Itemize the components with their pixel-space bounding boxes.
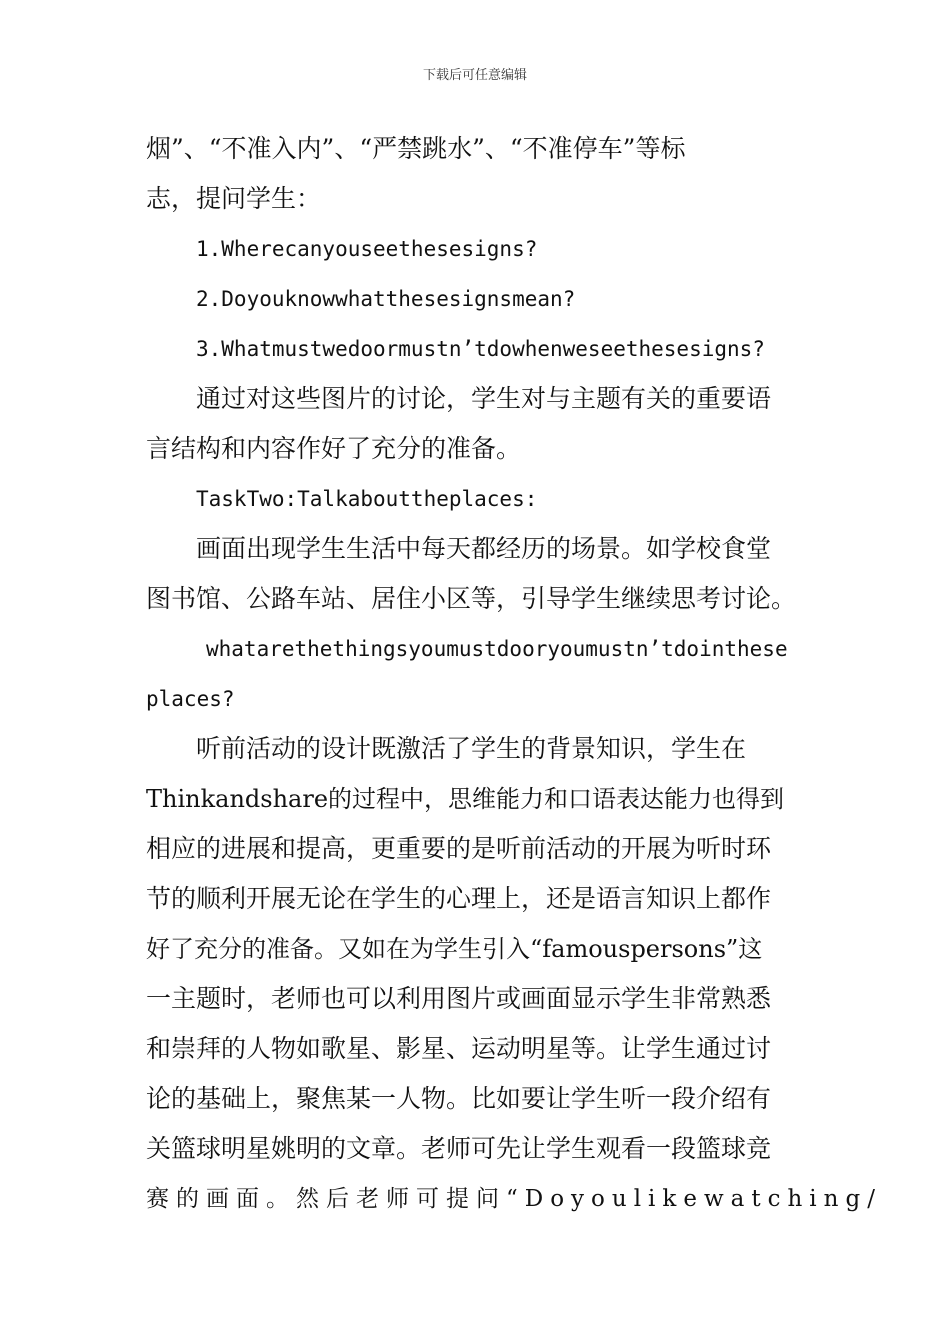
page-header-note: 下载后可任意编辑 <box>422 68 527 83</box>
question-line: 1.Wherecanyouseethesesigns? <box>196 237 538 261</box>
text-line: 关篮球明星姚明的文章。老师可先让学生观看一段篮球竞 <box>146 1134 772 1163</box>
text-line: 和崇拜的人物如歌星、影星、运动明星等。让学生通过讨 <box>146 1034 772 1063</box>
text-line: 通过对这些图片的讨论，学生对与主题有关的重要语 <box>196 384 772 413</box>
text-line: 论的基础上，聚焦某一人物。比如要让学生听一段介绍有 <box>146 1084 772 1113</box>
question-line: 3.Whatmustwedoormustn’tdowhenweseethesesigns? <box>196 337 765 361</box>
text-line: 节的顺利开展无论在学生的心理上，还是语言知识上都作 <box>146 884 772 913</box>
text-line: 图书馆、公路车站、居住小区等，引导学生继续思考讨论。 <box>146 584 797 613</box>
document-body <box>146 124 882 1224</box>
task-heading: TaskTwo:Talkabouttheplaces: <box>196 487 538 511</box>
text-line: 相应的进展和提高，更重要的是听前活动的开展为听时环 <box>146 834 772 863</box>
question-line: places? <box>146 687 235 711</box>
text-line: 好了充分的准备。又如在为学生引入“famouspersons”这 <box>146 935 763 963</box>
text-line: 一主题时，老师也可以利用图片或画面显示学生非常熟悉 <box>146 984 772 1013</box>
text-line: 志，提问学生： <box>146 184 322 213</box>
text-line: 听前活动的设计既激活了学生的背景知识，学生在 <box>196 734 747 763</box>
text-line: Thinkandshare的过程中，思维能力和口语表达能力也得到 <box>146 785 785 813</box>
question-line: 2.Doyouknowwhatthesesignsmean? <box>196 287 576 311</box>
text-line: 烟”、“不准入内”、“严禁跳水”、“不准停车”等标 <box>146 134 686 163</box>
question-line: whatarethethingsyoumustdooryoumustn’tdointhese <box>206 637 788 661</box>
text-line: 画面出现学生生活中每天都经历的场景。如学校食堂 <box>196 534 772 563</box>
text-line: 赛的画面。然后老师可提问“Doyoulikewatching/ <box>146 1186 882 1212</box>
text-line: 言结构和内容作好了充分的准备。 <box>146 434 522 463</box>
